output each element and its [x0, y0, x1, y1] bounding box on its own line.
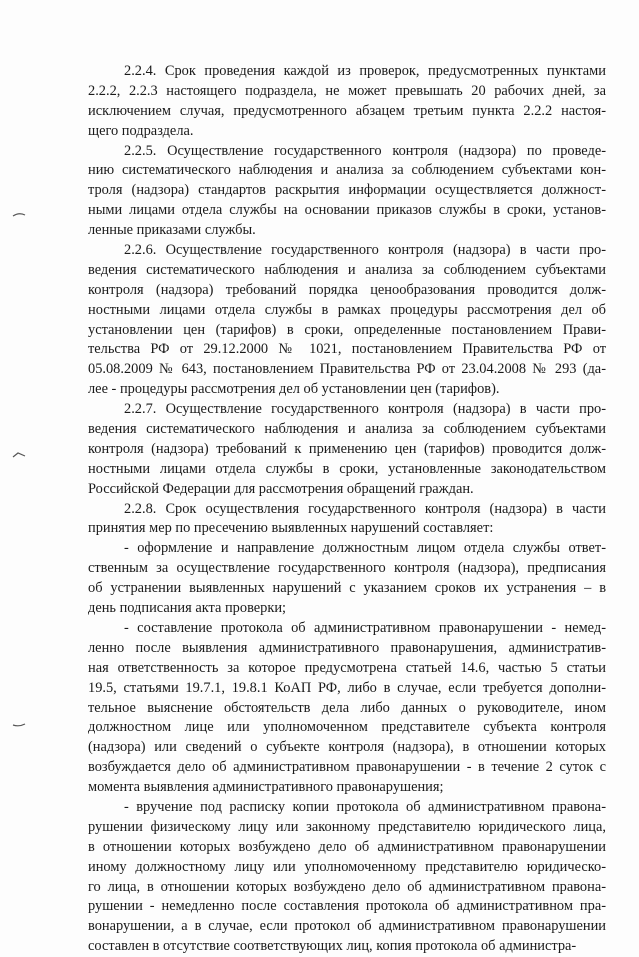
margin-scan-mark	[12, 722, 26, 726]
text-line: иному должностному лицу или уполномоченному представителю юридическо-	[88, 858, 606, 875]
text-line: в отношении которых возбуждено дело об административном правонарушении	[88, 838, 606, 855]
paragraph-2-2-8	[88, 500, 606, 540]
text-line: должностном лице или уполномоченном представителе субъекта контроля	[88, 719, 606, 736]
text-line: (надзора) или сведений о субъекте контроля (надзора), в отношении которых	[88, 739, 606, 756]
text-line: щего подраздела.	[88, 122, 194, 139]
margin-scan-mark	[12, 212, 26, 216]
text-line: 2.2.2, 2.2.3 настоящего подраздела, не может превышать 20 рабочих дней, за	[88, 82, 606, 99]
text-line: день подписания акта проверки;	[88, 600, 287, 617]
paragraph-bullet-1	[88, 539, 606, 619]
text-line: 05.08.2009 № 643, постановлением Правительства РФ от 23.04.2008 № 293 (да-	[88, 361, 606, 378]
text-line: контроля (надзора) требований порядка ценообразования проводится долж-	[88, 281, 606, 298]
text-line: - составление протокола об административном правонарушении - немед-	[124, 619, 606, 636]
text-line: ведения систематического наблюдения и анализа за соблюдением субъектами	[88, 421, 606, 438]
text-line: составлен в отсутствие соответствующих лиц, копия протокола об администра-	[88, 938, 577, 955]
margin-scan-mark	[12, 452, 26, 456]
paragraph-bullet-3	[88, 798, 606, 957]
text-line: го лица, в отношении которых возбуждено дело об административном правона-	[88, 878, 606, 895]
text-line: - оформление и направление должностным лицом отдела службы ответ-	[124, 540, 606, 557]
text-line: 2.2.5. Осуществление государственного контроля (надзора) по проведе-	[124, 142, 606, 159]
paragraph-2-2-7	[88, 400, 606, 499]
text-line: ленные приказами службы.	[88, 222, 256, 239]
text-line: нию систематического наблюдения и анализа за соблюдением субъектами кон-	[88, 162, 606, 179]
text-line: - вручение под расписку копии протокола об административном правона-	[124, 798, 606, 815]
text-line: 2.2.7. Осуществление государственного контроля (надзора) в части про-	[124, 401, 606, 418]
paragraph-bullet-2	[88, 619, 606, 798]
document-body	[88, 62, 606, 957]
text-line: 2.2.4. Срок проведения каждой из проверок, предусмотренных пунктами	[124, 63, 606, 79]
text-line: тельное выяснение обстоятельств дела либо данных о руководителе, ином	[88, 699, 606, 716]
text-line: ная ответственность за которое предусмотрена статьей 14.6, частью 5 статьи	[88, 659, 606, 676]
paragraph-2-2-6	[88, 241, 606, 400]
paragraph-2-2-4	[88, 62, 606, 142]
text-line: ностными лицами отдела службы в рамках процедуры рассмотрения дел об	[88, 301, 606, 318]
text-line: ностными лицами отдела службы в сроки, установленные законодательством	[88, 460, 606, 477]
text-line: вонарушении, а в случае, если протокол об административном правонарушении	[88, 918, 606, 935]
text-line: ведения систематического наблюдения и анализа за соблюдением субъектами	[88, 261, 606, 278]
text-line: принятия мер по пресечению выявленных нарушений составляет:	[88, 520, 494, 537]
text-line: рушении - немедленно после составления протокола об административном пра-	[88, 898, 606, 915]
text-line: рушении физическому лицу или законному представителю юридического лица,	[88, 818, 606, 835]
text-line: троля (надзора) стандартов раскрытия информации осуществляется должност-	[88, 182, 606, 199]
text-line: 2.2.8. Срок осуществления государственного контроля (надзора) в части	[124, 500, 606, 517]
text-line: лее - процедуры рассмотрения дел об установлении цен (тарифов).	[88, 381, 500, 398]
text-line: тельства РФ от 29.12.2000 № 1021, постановлением Правительства РФ от	[88, 341, 606, 358]
text-line: ленно после выявления административного правонарушения, административ-	[88, 639, 606, 656]
text-line: 19.5, статьями 19.7.1, 19.8.1 КоАП РФ, либо в случае, если требуется дополни-	[88, 679, 606, 696]
text-line: Российской Федерации для рассмотрения обращений граждан.	[88, 480, 474, 497]
text-line: установлении цен (тарифов) в сроки, определенные постановлением Прави-	[88, 321, 606, 338]
paragraph-2-2-5	[88, 142, 606, 241]
text-line: момента выявления административного правонарушения;	[88, 779, 444, 796]
text-line: возбуждается дело об административном правонарушении - в течение 2 суток с	[88, 759, 606, 776]
text-line: ственным за осуществление государственного контроля (надзора), предписания	[88, 560, 606, 577]
text-line: об устранении выявленных нарушений с указанием сроков их устранения – в	[88, 580, 606, 597]
text-line: ными лицами отдела службы на основании приказов службы в сроки, установ-	[88, 202, 606, 219]
text-line: исключением случая, предусмотренного абзацем третьим пункта 2.2.2 настоя-	[88, 102, 606, 119]
text-line: 2.2.6. Осуществление государственного контроля (надзора) в части про-	[124, 242, 606, 259]
text-line: контроля (надзора) требований к применению цен (тарифов) проводится долж-	[88, 440, 606, 457]
